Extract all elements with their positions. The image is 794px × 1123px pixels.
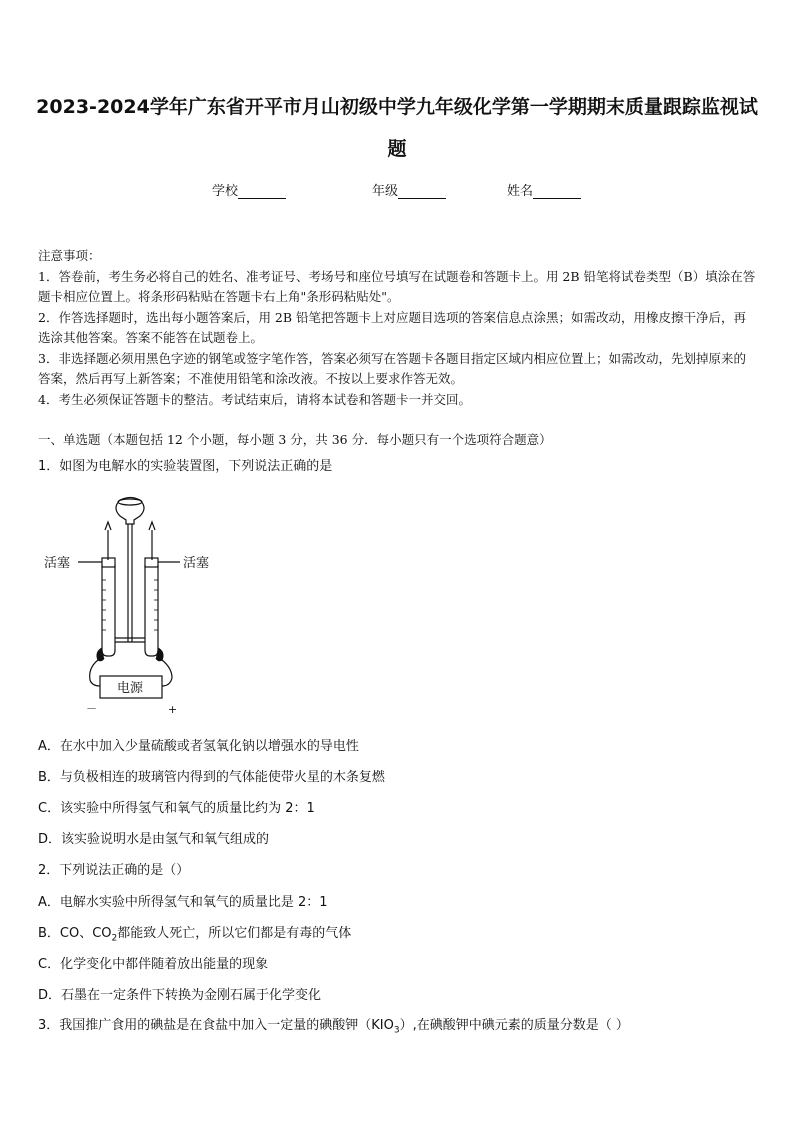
q2-option-b-pre: B．CO、CO <box>38 926 112 941</box>
grade-blank[interactable] <box>398 184 446 199</box>
q2-option-a[interactable]: A．电解水实验中所得氢气和氧气的质量比是 2：1 <box>38 895 328 910</box>
q2-option-c[interactable]: C．化学变化中都伴随着放出能量的现象 <box>38 957 269 972</box>
notice-item-3: 3．非选择题必须用黑色字迹的钢笔或签字笔作答，答案必须写在答题卡各题目指定区域内相应位置上；如需改动，先划掉原来的答案，然后再写上新答案；不准使用铅笔和涂改液。不按以上要求作答无效。 <box>38 350 746 386</box>
right-stopcock-label: 活塞 <box>183 556 210 571</box>
q1-option-d[interactable]: D．该实验说明水是由氢气和氧气组成的 <box>38 832 270 847</box>
graduation-marks <box>102 580 158 630</box>
title-line-1: 2023-2024学年广东省开平市月山初级中学九年级化学第一学期期末质量跟踪监视试 <box>36 96 758 118</box>
electrolysis-apparatus-figure <box>40 490 240 720</box>
name-blank[interactable] <box>533 184 581 199</box>
student-info-row <box>0 180 794 202</box>
left-tube <box>102 565 115 656</box>
q1-stem: 1．如图为电解水的实验装置图，下列说法正确的是 <box>38 459 333 474</box>
q2-option-b[interactable] <box>38 924 351 949</box>
left-electrode <box>97 648 104 661</box>
left-nozzle-tip <box>105 522 111 530</box>
left-wire <box>90 660 100 686</box>
school-field[interactable] <box>212 180 286 199</box>
q3-stem-pre: 3．我国推广食用的碘盐是在食盐中加入一定量的碘酸钾（KIO <box>38 1018 394 1033</box>
funnel <box>116 498 144 525</box>
apparatus-drawing <box>78 498 180 699</box>
section-heading: 一、单选题（本题包括 12 个小题，每小题 3 分，共 36 分．每小题只有一个选项符合题意） <box>38 432 552 447</box>
q1-option-a[interactable]: A．在水中加入少量硫酸或者氢氧化钠以增强水的导电性 <box>38 739 359 754</box>
q3-stem <box>38 1016 629 1041</box>
right-nozzle-tip <box>149 522 155 530</box>
right-electrode <box>156 648 163 661</box>
right-wire <box>162 660 172 686</box>
q2-option-b-sub: 2 <box>111 933 118 944</box>
school-blank[interactable] <box>238 184 286 199</box>
notice-item-4: 4．考生必须保证答题卡的整洁。考试结束后，请将本试卷和答题卡一并交回。 <box>38 391 471 407</box>
positive-terminal-label: + <box>168 703 178 716</box>
negative-terminal-label: － <box>86 702 97 715</box>
q2-stem: 2．下列说法正确的是（） <box>38 863 190 878</box>
grade-label: 年级 <box>372 184 399 199</box>
exam-title <box>30 86 764 170</box>
left-stopcock-label: 活塞 <box>44 556 71 571</box>
power-supply-label: 电源 <box>117 681 144 696</box>
q1-option-c[interactable]: C．该实验中所得氢气和氧气的质量比约为 2：1 <box>38 801 315 816</box>
grade-field[interactable] <box>372 180 446 199</box>
notice-block <box>38 246 758 410</box>
name-label: 姓名 <box>507 184 534 199</box>
notice-heading: 注意事项： <box>38 248 101 263</box>
notice-item-1: 1．答卷前，考生务必将自己的姓名、准考证号、考场号和座位号填写在试题卷和答题卡上。用 2B 铅笔将试卷类型（B）填涂在答题卡相应位置上。将条形码粘贴在答题卡右上角"条形码粘贴处"。 <box>38 268 756 304</box>
q2-option-b-post: 都能致人死亡，所以它们都是有毒的气体 <box>117 926 352 941</box>
name-field[interactable] <box>507 180 581 199</box>
q3-stem-post: ）,在碘酸钾中碘元素的质量分数是（ ） <box>399 1018 629 1033</box>
funnel-rim <box>118 499 142 505</box>
title-line-2: 题 <box>387 138 407 160</box>
notice-item-2: 2．作答选择题时，选出每小题答案后，用 2B 铅笔把答题卡上对应题目选项的答案信息点涂黑；如需改动，用橡皮擦干净后，再选涂其他答案。答案不能答在试题卷上。 <box>38 309 747 345</box>
q1-option-b[interactable]: B．与负极相连的玻璃管内得到的气体能使带火星的木条复燃 <box>38 770 385 785</box>
q3-stem-sub: 3 <box>393 1025 400 1036</box>
right-tube <box>145 565 158 656</box>
q2-option-d[interactable]: D．石墨在一定条件下转换为金刚石属于化学变化 <box>38 988 322 1003</box>
school-label: 学校 <box>212 184 239 199</box>
